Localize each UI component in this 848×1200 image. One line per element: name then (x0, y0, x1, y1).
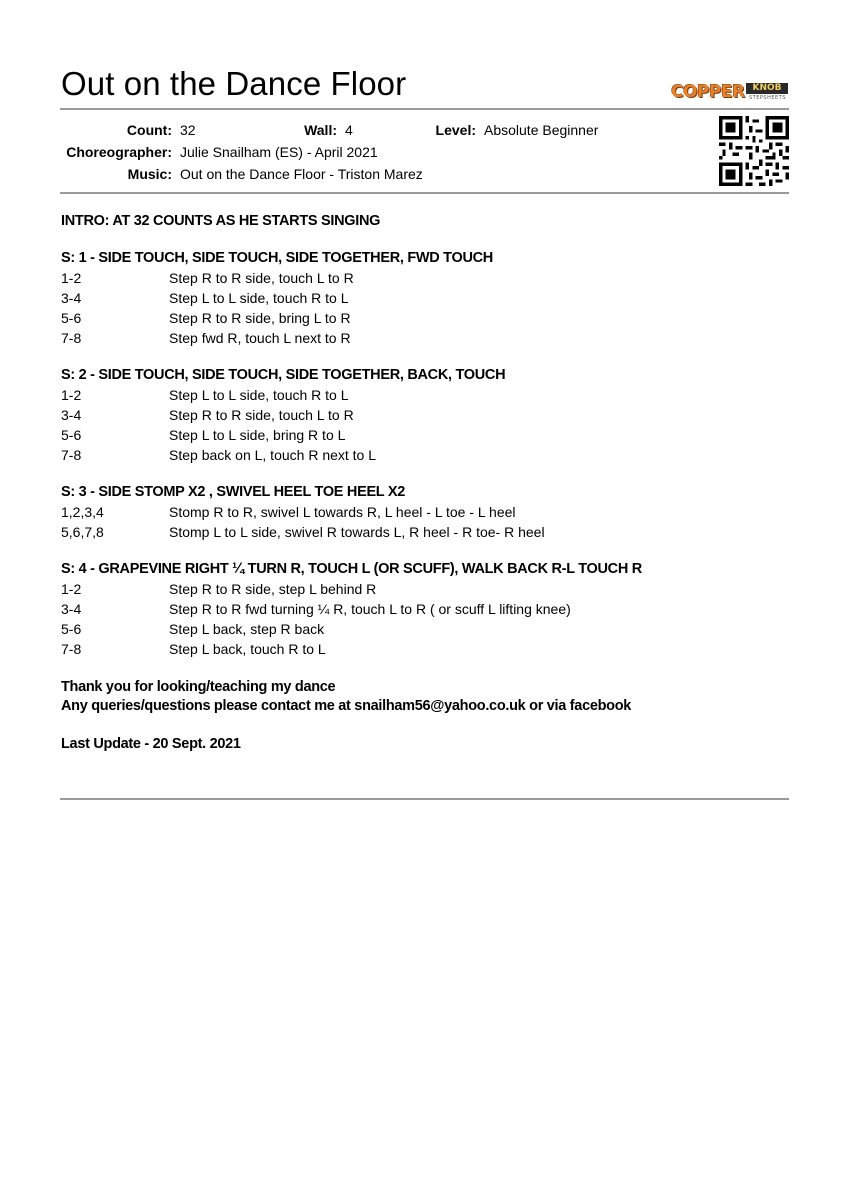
step-count: 3-4 (61, 601, 82, 617)
section-heading: S: 4 - GRAPEVINE RIGHT ¼ TURN R, TOUCH L (OR SCUFF), WALK BACK R-L TOUCH R (61, 561, 642, 577)
step-row (61, 502, 801, 522)
step-count: 1-2 (61, 581, 82, 597)
step-count: 5-6 (61, 621, 82, 637)
music-value: Out on the Dance Floor - Triston Marez (180, 166, 423, 182)
page-title: Out on the Dance Floor (61, 65, 407, 102)
step-row (61, 328, 801, 348)
section-2 (61, 366, 801, 465)
section-heading: S: 2 - SIDE TOUCH, SIDE TOUCH, SIDE TOGETHER, BACK, TOUCH (61, 367, 506, 383)
step-row (61, 619, 801, 639)
copperknob-logo-icon[interactable] (671, 82, 789, 104)
section-heading: S: 1 - SIDE TOUCH, SIDE TOUCH, SIDE TOGETHER, FWD TOUCH (61, 250, 493, 266)
step-count: 3-4 (61, 407, 82, 423)
contact-note: Any queries/questions please contact me at snailham56@yahoo.co.uk or via facebook (61, 698, 632, 714)
wall-value: 4 (345, 122, 353, 138)
step-row (61, 425, 801, 445)
step-count: 5,6,7,8 (61, 524, 104, 540)
step-count: 7-8 (61, 447, 82, 463)
step-row (61, 579, 801, 599)
step-count: 1-2 (61, 270, 82, 286)
section-4 (61, 560, 801, 659)
wall-label: Wall: (304, 122, 337, 138)
step-count: 5-6 (61, 427, 82, 443)
step-text: Step R to R side, touch L to R (169, 270, 354, 286)
qr-code-icon[interactable] (719, 116, 789, 186)
choreographer-value: Julie Snailham (ES) - April 2021 (180, 144, 378, 160)
section-1 (61, 249, 801, 348)
step-row (61, 308, 801, 328)
step-text: Step R to R side, step L behind R (169, 581, 377, 597)
level-value: Absolute Beginner (484, 122, 599, 138)
step-text: Step R to R fwd turning ¼ R, touch L to R ( or scuff L lifting knee) (169, 601, 571, 617)
logo-brand-accent: KNOB (746, 83, 788, 94)
step-row (61, 385, 801, 405)
thanks-note: Thank you for looking/teaching my dance (61, 679, 336, 695)
count-value: 32 (180, 122, 196, 138)
intro-line: INTRO: AT 32 COUNTS AS HE STARTS SINGING (61, 213, 381, 229)
last-update: Last Update - 20 Sept. 2021 (61, 736, 241, 752)
logo-brand-sub: STEPSHEETS (749, 95, 786, 101)
count-label: Count: (126, 122, 172, 138)
step-text: Step L to L side, bring R to L (169, 427, 346, 443)
step-row (61, 445, 801, 465)
step-row (61, 405, 801, 425)
step-row (61, 288, 801, 308)
step-row (61, 639, 801, 659)
step-text: Stomp R to R, swivel L towards R, L heel - L toe - L heel (169, 504, 516, 520)
step-count: 3-4 (61, 290, 82, 306)
step-text: Step L to L side, touch R to L (169, 290, 349, 306)
step-count: 5-6 (61, 310, 82, 326)
step-count: 7-8 (61, 330, 82, 346)
step-text: Step L to L side, touch R to L (169, 387, 349, 403)
level-label: Level: (435, 122, 476, 138)
stepsheet-body (61, 212, 801, 754)
footer-divider (60, 798, 789, 800)
step-text: Step L back, touch R to L (169, 641, 326, 657)
step-row (61, 522, 801, 542)
step-text: Step R to R side, bring L to R (169, 310, 351, 326)
step-count: 1,2,3,4 (61, 504, 104, 520)
step-count: 1-2 (61, 387, 82, 403)
step-text: Step back on L, touch R next to L (169, 447, 377, 463)
choreographer-label: Choreographer: (66, 144, 172, 160)
step-count: 7-8 (61, 641, 82, 657)
step-text: Stomp L to L side, swivel R towards L, R heel - R toe- R heel (169, 524, 545, 540)
header-divider (60, 108, 789, 110)
step-row (61, 599, 801, 619)
section-heading: S: 3 - SIDE STOMP X2 , SWIVEL HEEL TOE HEEL X2 (61, 484, 405, 500)
step-row (61, 268, 801, 288)
music-label: Music: (127, 166, 172, 182)
logo-brand-main: COPPER (671, 82, 745, 102)
section-3 (61, 483, 801, 542)
meta-divider (60, 192, 789, 194)
step-text: Step R to R side, touch L to R (169, 407, 354, 423)
step-text: Step fwd R, touch L next to R (169, 330, 351, 346)
step-text: Step L back, step R back (169, 621, 325, 637)
